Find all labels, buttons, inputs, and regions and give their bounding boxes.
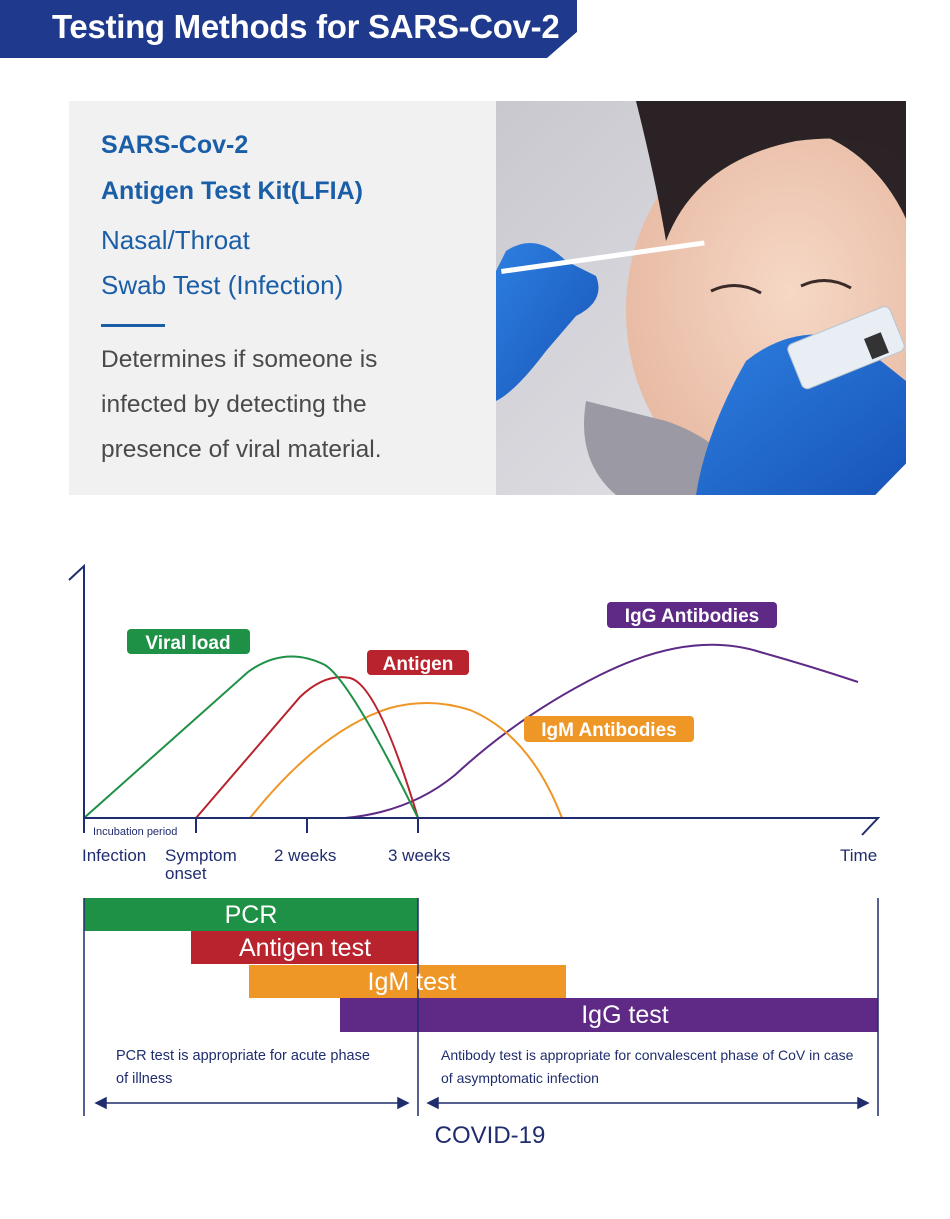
igm-label: IgM Antibodies	[541, 720, 677, 741]
incubation-period-label: Incubation period	[93, 826, 178, 838]
x-axis	[84, 818, 878, 835]
page-title: Testing Methods for SARS-Cov-2	[52, 8, 560, 45]
curve-labels	[127, 602, 777, 742]
pcr-label: PCR	[224, 901, 278, 929]
onset-label: onset	[165, 864, 207, 883]
infection-label: Infection	[82, 846, 147, 865]
phase-arrows	[96, 1098, 868, 1108]
y-axis	[69, 566, 84, 818]
antigen-curve	[196, 677, 418, 818]
antibody-note-line2: of asymptomatic infection	[441, 1070, 599, 1086]
test-windows	[84, 898, 878, 1032]
info-subtitle-line1: Nasal/Throat	[101, 225, 250, 255]
info-subtitle-line2: Swab Test (Infection)	[101, 270, 344, 300]
info-title-line2: Antigen Test Kit(LFIA)	[101, 177, 363, 205]
igm-curve	[250, 703, 562, 818]
viral-load-label: Viral load	[145, 633, 231, 654]
time-label: Time	[840, 846, 878, 865]
two-weeks-label: 2 weeks	[274, 846, 337, 865]
igg-label: IgG Antibodies	[624, 606, 760, 627]
info-description: Determines if someone is infected by detecting the presence of viral material.	[101, 346, 382, 463]
viral-load-curve	[84, 656, 418, 818]
antibody-note-line1: Antibody test is appropriate for convalescent phase of CoV in case	[441, 1047, 854, 1063]
igg-test-label: IgG test	[581, 1001, 669, 1029]
three-weeks-label: 3 weeks	[388, 846, 451, 865]
antibody-curves	[84, 645, 858, 818]
symptom-label: Symptom	[165, 846, 237, 865]
pcr-note-line2: of illness	[116, 1071, 173, 1087]
acute-arrow-head-right	[398, 1098, 408, 1108]
igm-test-label: IgM test	[367, 968, 457, 996]
convalescent-arrow-head-right	[858, 1098, 868, 1108]
acute-arrow-head-left	[96, 1098, 106, 1108]
pcr-note-line1: PCR test is appropriate for acute phase	[116, 1048, 370, 1064]
antigen-test-label: Antigen test	[238, 934, 372, 962]
info-title-line1: SARS-Cov-2	[101, 131, 249, 159]
convalescent-arrow-head-left	[428, 1098, 438, 1108]
covid-19-label: COVID-19	[434, 1122, 546, 1149]
phase-notes	[116, 1047, 854, 1087]
axis-labels	[82, 826, 877, 883]
antigen-label: Antigen	[382, 654, 454, 675]
